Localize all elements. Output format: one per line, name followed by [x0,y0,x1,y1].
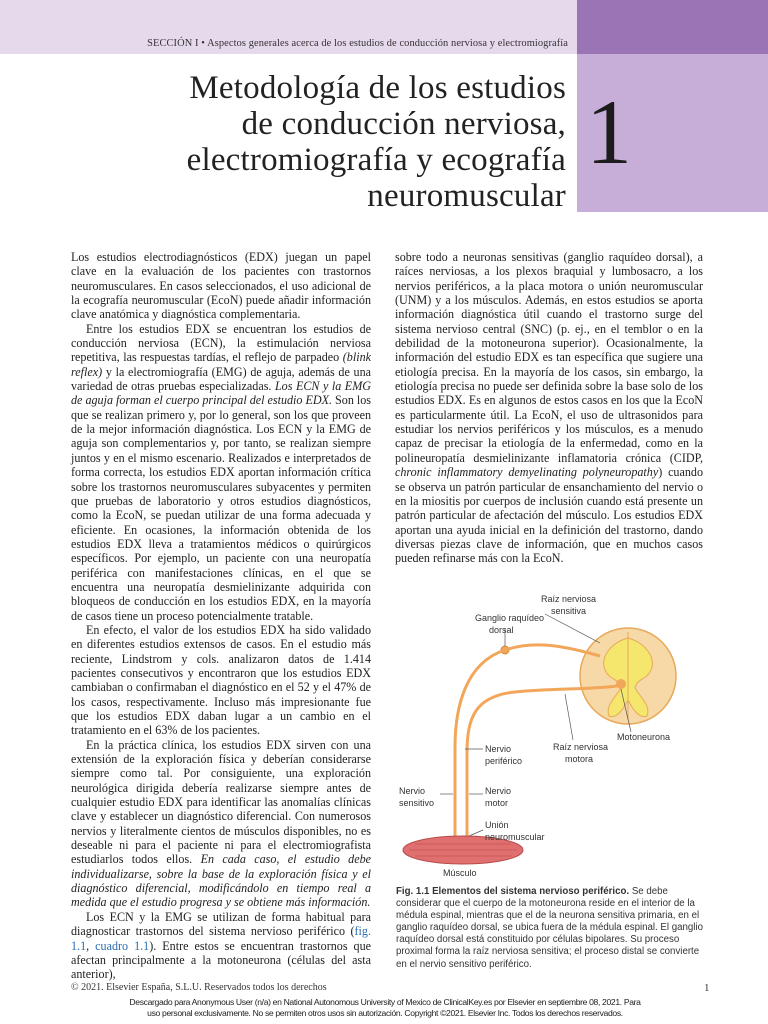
text-run: Son los que se realizan primero y, por lo general, son los que proveen de la mejor información diagnóstica. Los ECN y la EMG de aguja son complementarios y, por tanto, se realizan siempre juntos y en el mismo escenario. Realizados e interpretados de forma correcta, los estudios EDX aportan información crítica sobre los trastornos neuromusculares subyacentes y permiten que pruebas de laboratorio y otros estudios diagnósticos, como la EcoN, se puedan utilizar de una forma adecuada y eficiente. En ocasiones, la información obtenida de los estudios EDX lleva a tratamientos médicos o quirúrgicos específicos. Por ejemplo, un paciente con una neuropatía periférica con manifestaciones clínicas, en el que se encuentra una neuropatía desmielinizante adquirida con bloqueos de conducción en los estudios EDX, en la mayoría de casos tiene un proceso potencialmente tratable. [71,393,372,623]
label-peripheral-nerve: periférico [485,756,523,766]
header-corner [577,0,768,54]
title-line: neuromuscular [367,178,566,214]
title-line: Metodología de los estudios [189,70,566,106]
label-ganglion: Ganglio raquídeo [475,613,545,623]
italic-run: Los ECN y la EMG de aguja forman el cuerpo principal del estudio EDX. [71,379,371,408]
label-peripheral-nerve: Nervio [485,744,512,754]
label-motor-root: Raíz nerviosa [553,742,609,752]
label-muscle: Músculo [443,868,477,878]
download-line: uso personal exclusivamente. No se permiten otros usos sin autorización. Copyright ©2021. Elsevier Inc. Todos los derechos reservados. [147,1007,623,1018]
caption-title: Fig. 1.1 Elementos del sistema nervioso periférico. [396,886,630,897]
paragraph: En efecto, el valor de los estudios EDX ha sido validado en diferentes estudios extensos de casos. En el estudio más reciente, Lindstrom y cols. analizaron datos de 1.414 pacientes consecutivos y encontraron que los estudios EDX cambiaban o confirmaban el diagnóstico en el 52 y el 47% de los casos, respectivamente. Incluso más impresionante fue que los estudios EDX daban lugar a un cambio en el tratamiento en el 63% de los pacientes. [71,622,371,738]
pns-diagram [395,588,703,880]
italic-run: (blink reflex) [71,350,371,379]
paragraph [395,250,703,566]
box-link[interactable]: cuadro 1.1 [95,938,150,953]
paragraph: Los estudios electrodiagnósticos (EDX) juegan un papel clave en la evaluación de los pacientes con trastornos neuromusculares. En casos seleccionados, el uso adicional de la ecografía neuromuscular (EcoN) puede añadir información clave anatómica y diagnóstica complementaria. [71,250,371,322]
leader-line [545,614,600,643]
text-run: sobre todo a neuronas sensitivas (ganglio raquídeo dorsal), a raíces nerviosas, a los plexos braquial y lumbosacro, a los nervios periféricos, a la placa motora o unión neuromuscular (UNM) y a los músculos. Además, en estos estudios se aporta información diagnóstica útil cuando el trastorno surge del sistema nervioso central (SNC) (p. ej., en el temblor o en la debilidad de la motoneurona superior). Ocasionalmente, la información del estudio EDX es tan específica que sugiere una etiología precisa. En la mayoría de los casos, sin embargo, la etiología precisa no puede ser definida sobre la base solo de los estudios EDX. Es en algunos de estos casos en los que la EcoN es particularmente útil. La EcoN, el uso de ultrasonidos para estudiar los nervios periféricos y los músculos, es a menudo capaz de precisar la etiología de la enfermedad, como en la polineuropatía desmielinizante inflamatoria crónica (CIDP, [395,250,703,465]
text-run: ) cuando se observa un patrón particular de ensanchamiento del nervio o en la miositis por cuerpos de inclusión cuando está presente un patrón particular de afectación del músculo. Los estudios EDX aportan una ayuda inicial en la definición del trastorno, dando diversas piezas clave de información, que en muchos casos pueden refinarse más con la EcoN. [395,465,703,566]
chapter-title [116,70,566,214]
label-sensory-root: sensitiva [551,606,587,616]
download-line: Descargado para Anonymous User (n/a) en National Autonomous University of Mexico de ClinicalKey.es por Elsevier en septiembre 08, 2021. Para [129,997,641,1007]
label-sensory-nerve: sensitivo [399,798,435,808]
text-run: y la electromiografía (EMG) de aguja, además de una variedad de otras pruebas especializadas. [71,364,371,394]
text-run: Los ECN y la EMG se utilizan de forma habitual para diagnosticar trastornos del sistema nervioso periférico ( [71,909,371,939]
section-header: SECCIÓN I • Aspectos generales acerca de los estudios de conducción nerviosa y electromiografía [147,38,568,49]
figure-1-1 [395,588,703,880]
title-line: electromiografía y ecografía [186,142,566,178]
motoneuron-body [616,679,626,689]
paragraph [71,738,371,910]
figure-caption [396,886,704,971]
leader-line [565,694,573,740]
title-line: de conducción nerviosa, [241,106,566,142]
download-notice [100,997,670,1018]
text-run: ). Entre estos se encuentran trastornos que afectan principalmente a la motoneurona (células del asta anterior), [71,938,372,982]
right-column [395,250,703,566]
label-motor-nerve: motor [485,798,509,808]
paragraph [71,910,371,982]
label-nmj: neuromuscular [485,832,545,842]
figure-link[interactable]: fig. 1.1 [71,924,371,953]
label-motor-root: motora [565,754,594,764]
chapter-number: 1 [586,81,632,183]
italic-run: chronic inflammatory demyelinating polyneuropathy [395,465,659,480]
label-nmj: Unión [485,820,509,830]
leader-line [469,830,483,836]
caption-body: Se debe considerar que el cuerpo de la motoneurona reside en el interior de la médula espinal, mientras que el de la neurona sensitiva primaria, en el ganglio raquídeo dorsal, se ubica fuera de la médula espinal. El ganglio raquídeo dorsal está constituido por células bipolares. Su proceso proximal forma la raíz nerviosa sensitiva; el proceso distal se convierte en el nervio sensitivo periférico. [396,886,703,970]
copyright: © 2021. Elsevier España, S.L.U. Reservados todos los derechos [71,982,327,993]
left-column [71,250,371,982]
text-run: , [86,938,96,953]
label-ganglion: dorsal [489,625,514,635]
italic-run: En cada caso, el estudio debe individualizarse, sobre la base de la exploración física y el diagnóstico diferencial, modificándolo en tiempo real a medida que el estudio progresa y se obtiene más información. [71,852,371,910]
label-motor-nerve: Nervio [485,786,512,796]
label-sensory-nerve: Nervio [399,786,426,796]
page-number: 1 [704,982,710,994]
label-motoneuron: Motoneurona [617,732,671,742]
text-run: En la práctica clínica, los estudios EDX sirven con una extensión de la exploración física y deberían considerarse siempre como tal. Por consiguiente, una exploración neurológica dirigida debería realizarse siempre antes de cualquier estudio EDX para identificar las anomalías clínicas clave y establecer un diagnóstico diferencial. Con numerosos nervios y literalmente cientos de músculos disponibles, no es deseable ni para el paciente ni para el electromiografista estudiarlos todos ellos. [71,737,371,867]
paragraph [71,322,371,623]
text-run: Entre los estudios EDX se encuentran los estudios de conducción nerviosa (ECN), la estimulación nerviosa repetitiva, las respuestas tardías, el reflejo de parpadeo [71,321,371,365]
label-sensory-root: Raíz nerviosa [541,594,597,604]
